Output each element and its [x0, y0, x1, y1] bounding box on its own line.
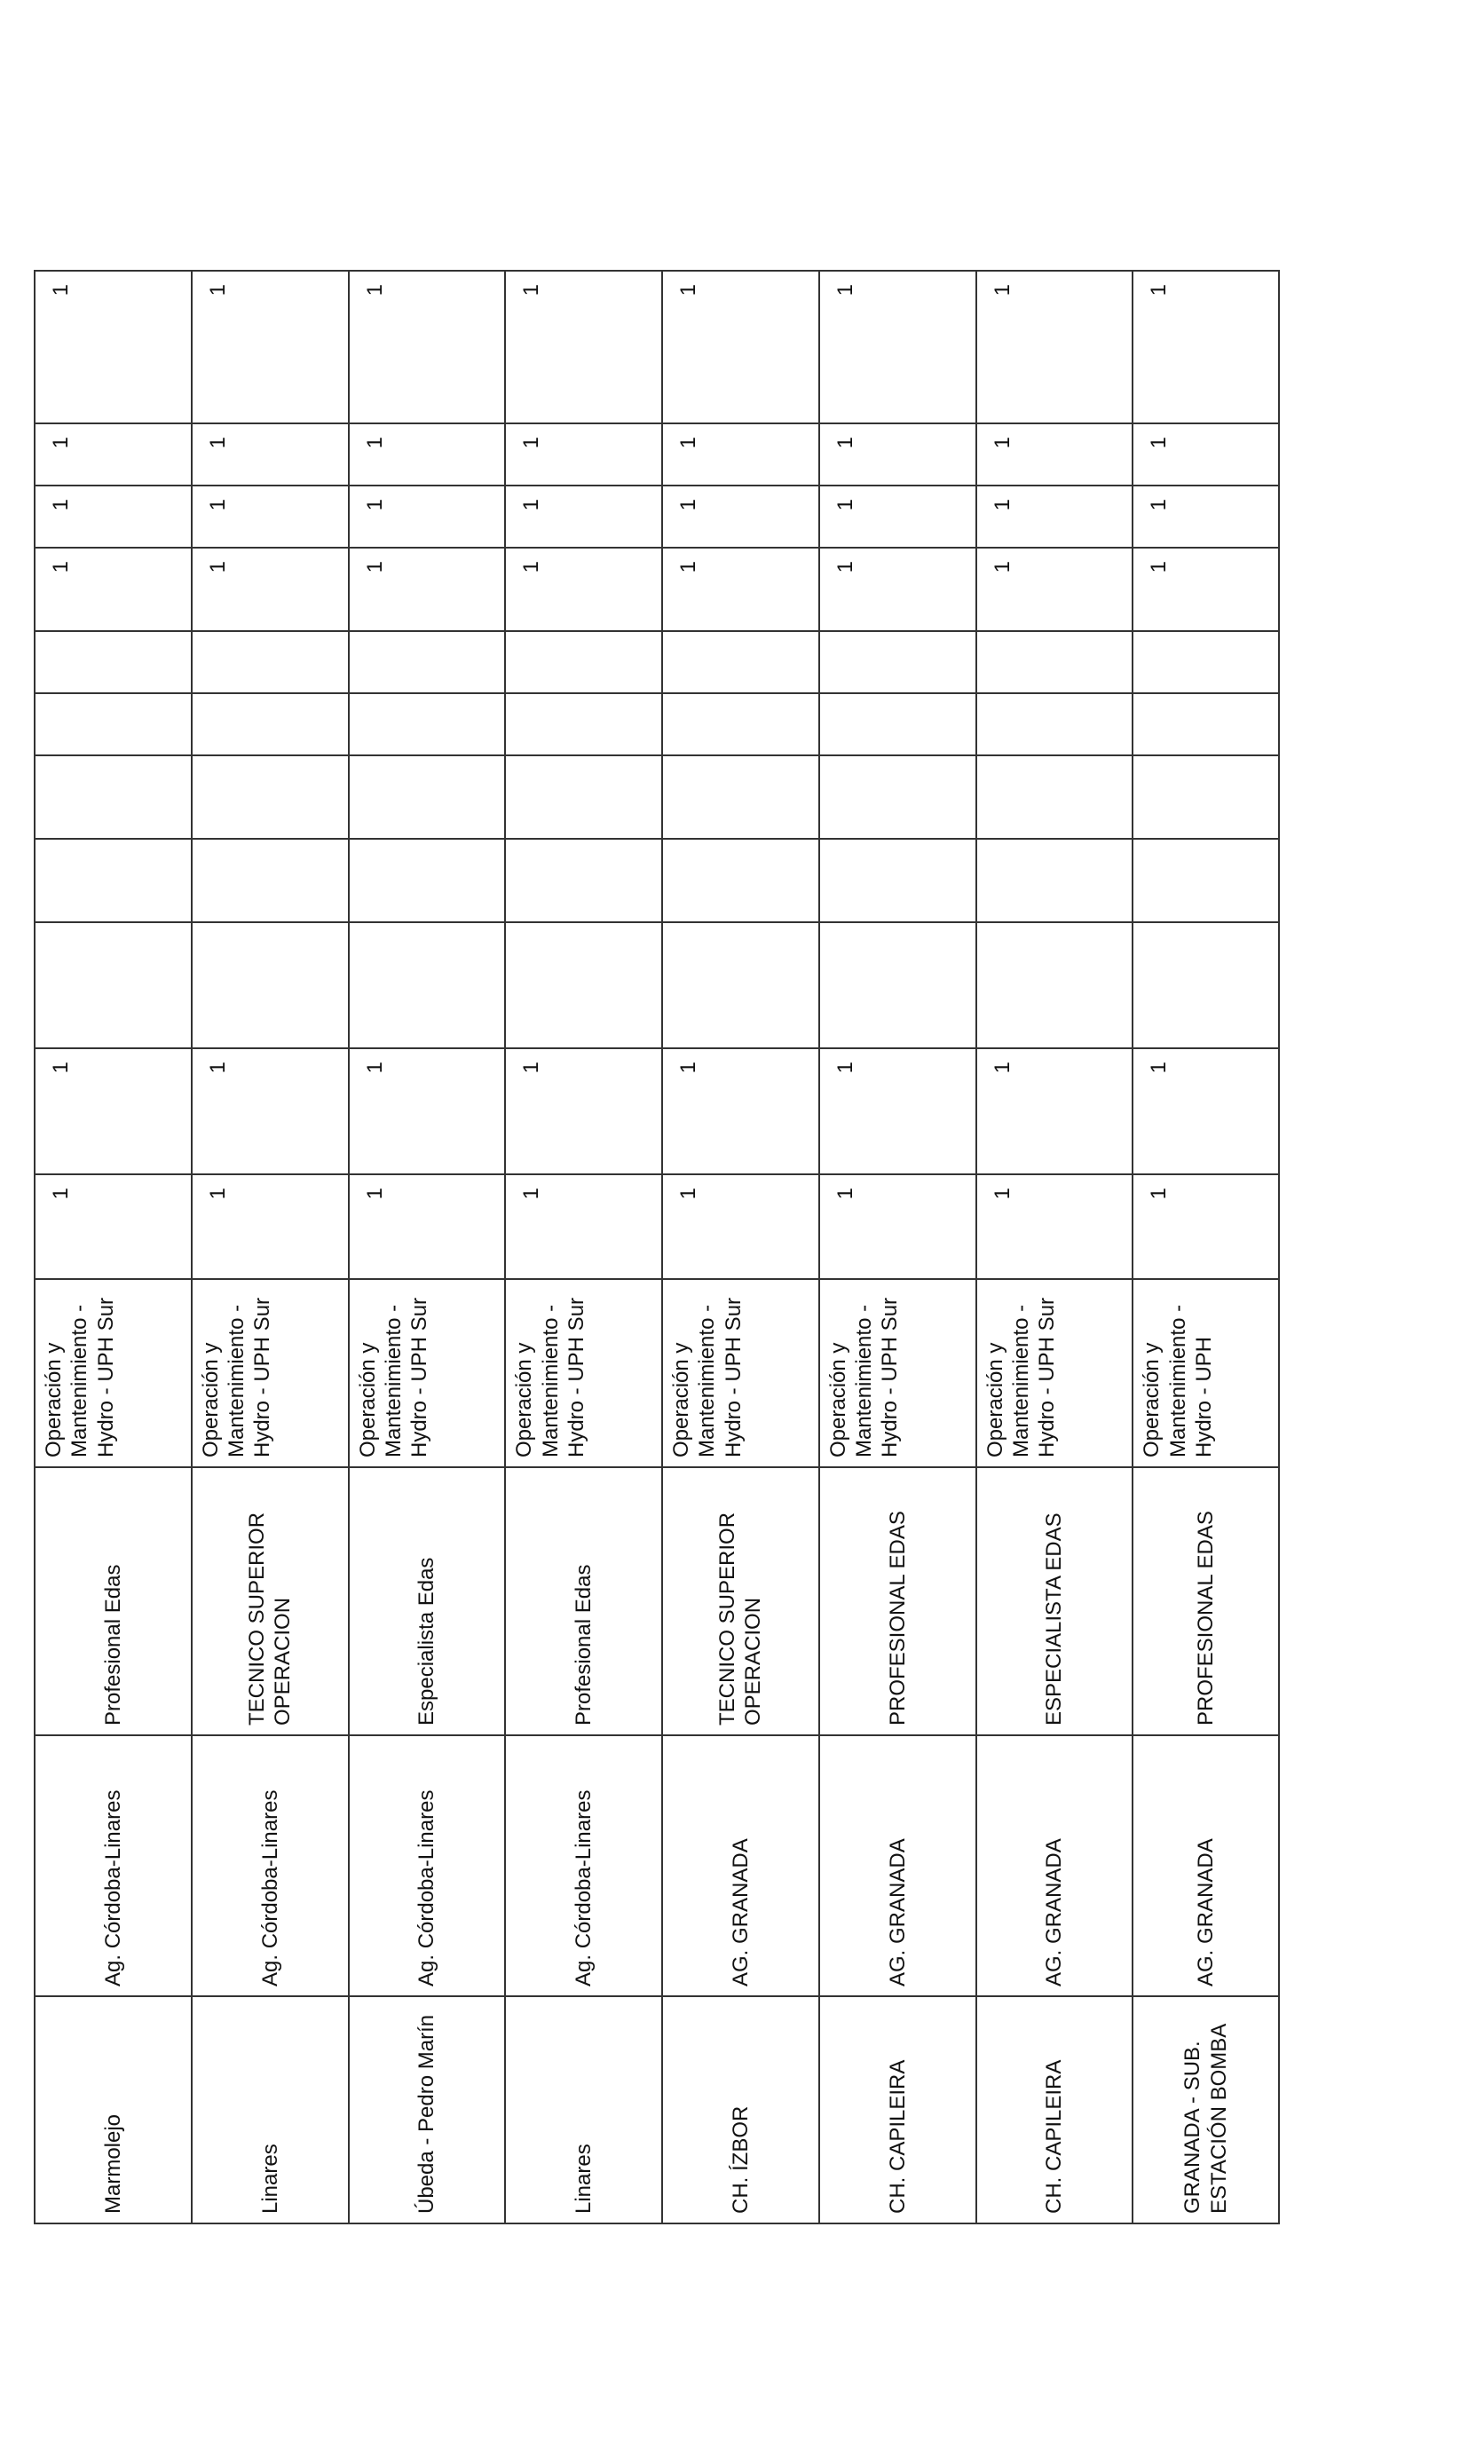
agency-cell: Ag. Córdoba-Linares — [35, 1735, 192, 1996]
table-row — [819, 271, 976, 2223]
table-row — [505, 271, 662, 2223]
count-cell-6 — [192, 693, 349, 755]
location-cell: Marmolejo — [35, 1996, 192, 2223]
count-cell-6 — [35, 693, 192, 755]
count-cell-6 — [1133, 693, 1279, 755]
table-body — [35, 271, 1279, 2223]
rotated-table-wrapper — [34, 272, 1280, 2224]
count-cell-12: 1 — [819, 271, 976, 423]
count-cell-5 — [662, 755, 819, 839]
count-cell-1: 1 — [1133, 1174, 1279, 1279]
count-cell-7 — [976, 631, 1133, 693]
count-cell-12: 1 — [505, 271, 662, 423]
count-cell-6 — [662, 693, 819, 755]
location-cell: CH. CAPILEIRA — [976, 1996, 1133, 2223]
table-row — [1133, 271, 1279, 2223]
area-cell: Operación y Mantenimiento - Hydro - UPH Sur — [35, 1279, 192, 1467]
count-cell-3 — [976, 922, 1133, 1048]
count-cell-9: 1 — [505, 548, 662, 631]
agency-cell: AG. GRANADA — [819, 1735, 976, 1996]
area-cell: Operación y Mantenimiento - Hydro - UPH Sur — [976, 1279, 1133, 1467]
count-cell-6 — [505, 693, 662, 755]
count-cell-12: 1 — [976, 271, 1133, 423]
count-cell-10: 1 — [192, 486, 349, 548]
count-cell-11: 1 — [819, 423, 976, 486]
count-cell-2: 1 — [192, 1048, 349, 1174]
count-cell-3 — [819, 922, 976, 1048]
agency-cell: Ag. Córdoba-Linares — [349, 1735, 506, 1996]
position-cell: ESPECIALISTA EDAS — [976, 1467, 1133, 1735]
count-cell-9: 1 — [349, 548, 506, 631]
count-cell-2: 1 — [819, 1048, 976, 1174]
count-cell-3 — [505, 922, 662, 1048]
count-cell-10: 1 — [662, 486, 819, 548]
position-cell: Especialista Edas — [349, 1467, 506, 1735]
count-cell-4 — [1133, 839, 1279, 922]
count-cell-9: 1 — [662, 548, 819, 631]
table-row — [976, 271, 1133, 2223]
count-cell-5 — [819, 755, 976, 839]
location-cell: Linares — [505, 1996, 662, 2223]
location-cell: GRANADA - SUB. ESTACIÓN BOMBA — [1133, 1996, 1279, 2223]
count-cell-5 — [349, 755, 506, 839]
count-cell-11: 1 — [349, 423, 506, 486]
count-cell-7 — [1133, 631, 1279, 693]
count-cell-10: 1 — [819, 486, 976, 548]
count-cell-11: 1 — [662, 423, 819, 486]
count-cell-9: 1 — [1133, 548, 1279, 631]
count-cell-2: 1 — [662, 1048, 819, 1174]
area-cell: Operación y Mantenimiento - Hydro - UPH Sur — [349, 1279, 506, 1467]
count-cell-4 — [35, 839, 192, 922]
count-cell-2: 1 — [505, 1048, 662, 1174]
count-cell-1: 1 — [505, 1174, 662, 1279]
count-cell-10: 1 — [35, 486, 192, 548]
count-cell-4 — [505, 839, 662, 922]
table-row — [192, 271, 349, 2223]
count-cell-9: 1 — [35, 548, 192, 631]
area-cell: Operación y Mantenimiento - Hydro - UPH Sur — [819, 1279, 976, 1467]
count-cell-6 — [976, 693, 1133, 755]
count-cell-11: 1 — [505, 423, 662, 486]
count-cell-3 — [35, 922, 192, 1048]
count-cell-9: 1 — [192, 548, 349, 631]
count-cell-12: 1 — [349, 271, 506, 423]
area-cell: Operación y Mantenimiento - Hydro - UPH Sur — [192, 1279, 349, 1467]
agency-cell: AG. GRANADA — [1133, 1735, 1279, 1996]
count-cell-4 — [819, 839, 976, 922]
count-cell-3 — [349, 922, 506, 1048]
area-cell: Operación y Mantenimiento - Hydro - UPH — [1133, 1279, 1279, 1467]
count-cell-5 — [505, 755, 662, 839]
count-cell-7 — [349, 631, 506, 693]
position-cell: PROFESIONAL EDAS — [819, 1467, 976, 1735]
table-row — [349, 271, 506, 2223]
count-cell-1: 1 — [349, 1174, 506, 1279]
count-cell-1: 1 — [662, 1174, 819, 1279]
count-cell-4 — [976, 839, 1133, 922]
count-cell-7 — [662, 631, 819, 693]
position-cell: Profesional Edas — [35, 1467, 192, 1735]
count-cell-4 — [192, 839, 349, 922]
position-cell: TECNICO SUPERIOR OPERACION — [662, 1467, 819, 1735]
count-cell-2: 1 — [976, 1048, 1133, 1174]
count-cell-10: 1 — [349, 486, 506, 548]
count-cell-10: 1 — [1133, 486, 1279, 548]
count-cell-5 — [976, 755, 1133, 839]
count-cell-1: 1 — [35, 1174, 192, 1279]
count-cell-2: 1 — [35, 1048, 192, 1174]
agency-cell: AG. GRANADA — [662, 1735, 819, 1996]
count-cell-11: 1 — [35, 423, 192, 486]
count-cell-9: 1 — [819, 548, 976, 631]
count-cell-5 — [1133, 755, 1279, 839]
count-cell-12: 1 — [662, 271, 819, 423]
count-cell-6 — [349, 693, 506, 755]
table-row — [662, 271, 819, 2223]
agency-cell: Ag. Córdoba-Linares — [505, 1735, 662, 1996]
count-cell-2: 1 — [349, 1048, 506, 1174]
count-cell-5 — [35, 755, 192, 839]
area-cell: Operación y Mantenimiento - Hydro - UPH Sur — [505, 1279, 662, 1467]
count-cell-9: 1 — [976, 548, 1133, 631]
count-cell-5 — [192, 755, 349, 839]
count-cell-7 — [192, 631, 349, 693]
count-cell-10: 1 — [505, 486, 662, 548]
location-cell: Linares — [192, 1996, 349, 2223]
count-cell-10: 1 — [976, 486, 1133, 548]
count-cell-7 — [819, 631, 976, 693]
location-cell: CH. ÍZBOR — [662, 1996, 819, 2223]
count-cell-4 — [662, 839, 819, 922]
table-row — [35, 271, 192, 2223]
count-cell-1: 1 — [976, 1174, 1133, 1279]
count-cell-2: 1 — [1133, 1048, 1279, 1174]
count-cell-12: 1 — [192, 271, 349, 423]
count-cell-3 — [192, 922, 349, 1048]
agency-cell: Ag. Córdoba-Linares — [192, 1735, 349, 1996]
count-cell-3 — [1133, 922, 1279, 1048]
position-cell: Profesional Edas — [505, 1467, 662, 1735]
count-cell-11: 1 — [1133, 423, 1279, 486]
area-cell: Operación y Mantenimiento - Hydro - UPH Sur — [662, 1279, 819, 1467]
position-cell: TECNICO SUPERIOR OPERACION — [192, 1467, 349, 1735]
count-cell-4 — [349, 839, 506, 922]
count-cell-3 — [662, 922, 819, 1048]
position-cell: PROFESIONAL EDAS — [1133, 1467, 1279, 1735]
location-cell: CH. CAPILEIRA — [819, 1996, 976, 2223]
agency-cell: AG. GRANADA — [976, 1735, 1133, 1996]
count-cell-1: 1 — [192, 1174, 349, 1279]
count-cell-7 — [505, 631, 662, 693]
count-cell-11: 1 — [192, 423, 349, 486]
count-cell-7 — [35, 631, 192, 693]
count-cell-12: 1 — [35, 271, 192, 423]
staff-table — [34, 270, 1280, 2224]
count-cell-12: 1 — [1133, 271, 1279, 423]
count-cell-6 — [819, 693, 976, 755]
count-cell-11: 1 — [976, 423, 1133, 486]
location-cell: Úbeda - Pedro Marín — [349, 1996, 506, 2223]
count-cell-1: 1 — [819, 1174, 976, 1279]
